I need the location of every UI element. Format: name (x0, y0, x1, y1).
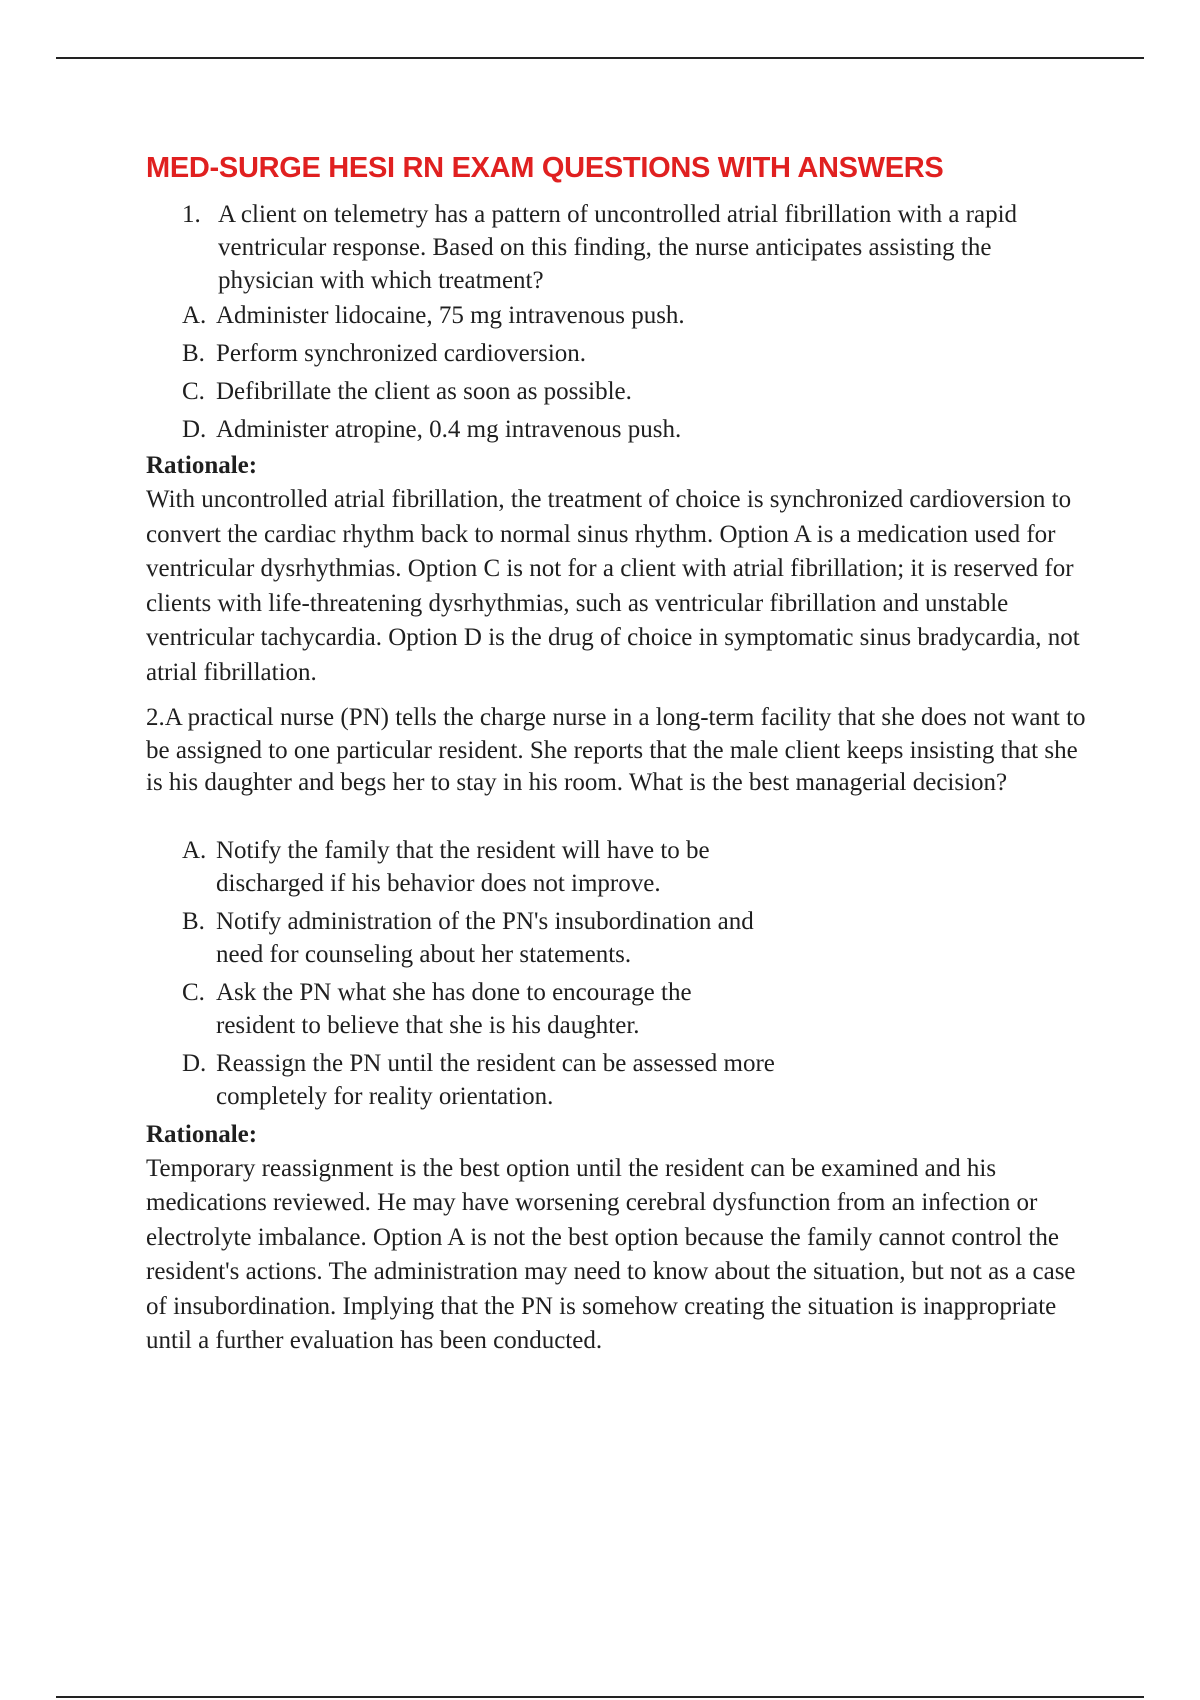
rationale-text: Temporary reassignment is the best option until the resident can be examined and his medications reviewed. He may have worsening cerebral dysfunction from an infection or electrolyte imbalance. Option A is not the best option because the family cannot control the resident's actions. The administration may need to know about the situation, but not as a case of insubordination. Implying that the PN is somehow creating the situation is inappropriate until a further evaluation has been conducted. (146, 1154, 1076, 1354)
question-1 (146, 198, 1096, 690)
question-text: 2.A practical nurse (PN) tells the charge nurse in a long-term facility that she does not want to be assigned to one particular resident. She reports that the male client keeps insisting that she is his daughter and begs her to stay in his room. What is the best managerial decision? (146, 704, 1086, 796)
option-text: Reassign the PN until the resident can be assessed more completely for reality orientation. (216, 1049, 775, 1110)
option-letter: D. (182, 416, 207, 443)
option-letter: D. (182, 1049, 207, 1077)
option-c (182, 373, 1096, 411)
document-title: MED-SURGE HESI RN EXAM QUESTIONS WITH ANSWERS (146, 152, 944, 184)
option-d (182, 411, 1096, 449)
question-2-options (182, 834, 1096, 1113)
option-text: Notify administration of the PN's insubordination and need for counseling about her statements. (216, 907, 754, 968)
option-a (182, 834, 1096, 900)
option-b (182, 905, 1096, 971)
option-text: Defibrillate the client as soon as possible. (216, 378, 632, 405)
option-letter: A. (182, 836, 207, 864)
option-text: Administer lidocaine, 75 mg intravenous push. (216, 302, 685, 329)
rationale-text: With uncontrolled atrial fibrillation, the treatment of choice is synchronized cardioversion to convert the cardiac rhythm back to normal sinus rhythm. Option A is a medication used for ventricular dysrhythmias. Option C is not for a client with atrial fibrillation; it is reserved for clients with life-threatening dysrhythmias, such as ventricular fibrillation and unstable ventricular tachycardia. Option D is the drug of choice in symptomatic sinus bradycardia, not atrial fibrillation. (146, 486, 1080, 686)
option-letter: A. (182, 302, 207, 329)
option-c (182, 976, 1096, 1042)
document-page (146, 146, 1096, 1359)
question-1-stem (182, 198, 1096, 297)
option-text: Perform synchronized cardioversion. (216, 340, 587, 367)
question-text: A client on telemetry has a pattern of uncontrolled atrial fibrillation with a rapid ventricular response. Based on this finding, the nurse anticipates assisting the physician with which treatment? (218, 201, 1018, 294)
option-a (182, 297, 1096, 335)
option-letter: C. (182, 978, 205, 1006)
option-b (182, 335, 1096, 373)
option-letter: C. (182, 378, 205, 405)
question-2 (146, 702, 1096, 1359)
option-d (182, 1047, 1096, 1113)
header-rule (56, 57, 1144, 59)
question-1-options (182, 297, 1096, 449)
option-letter: B. (182, 340, 205, 367)
footer-rule (56, 1696, 1144, 1698)
option-letter: B. (182, 907, 205, 935)
rationale-heading: Rationale: (146, 1120, 258, 1148)
option-text: Notify the family that the resident will have to be discharged if his behavior does not improve. (216, 836, 710, 897)
question-number: 1. (182, 201, 201, 228)
option-text: Ask the PN what she has done to encourage the resident to believe that she is his daughter. (216, 978, 692, 1039)
option-text: Administer atropine, 0.4 mg intravenous push. (216, 416, 682, 443)
rationale-heading: Rationale: (146, 452, 258, 479)
